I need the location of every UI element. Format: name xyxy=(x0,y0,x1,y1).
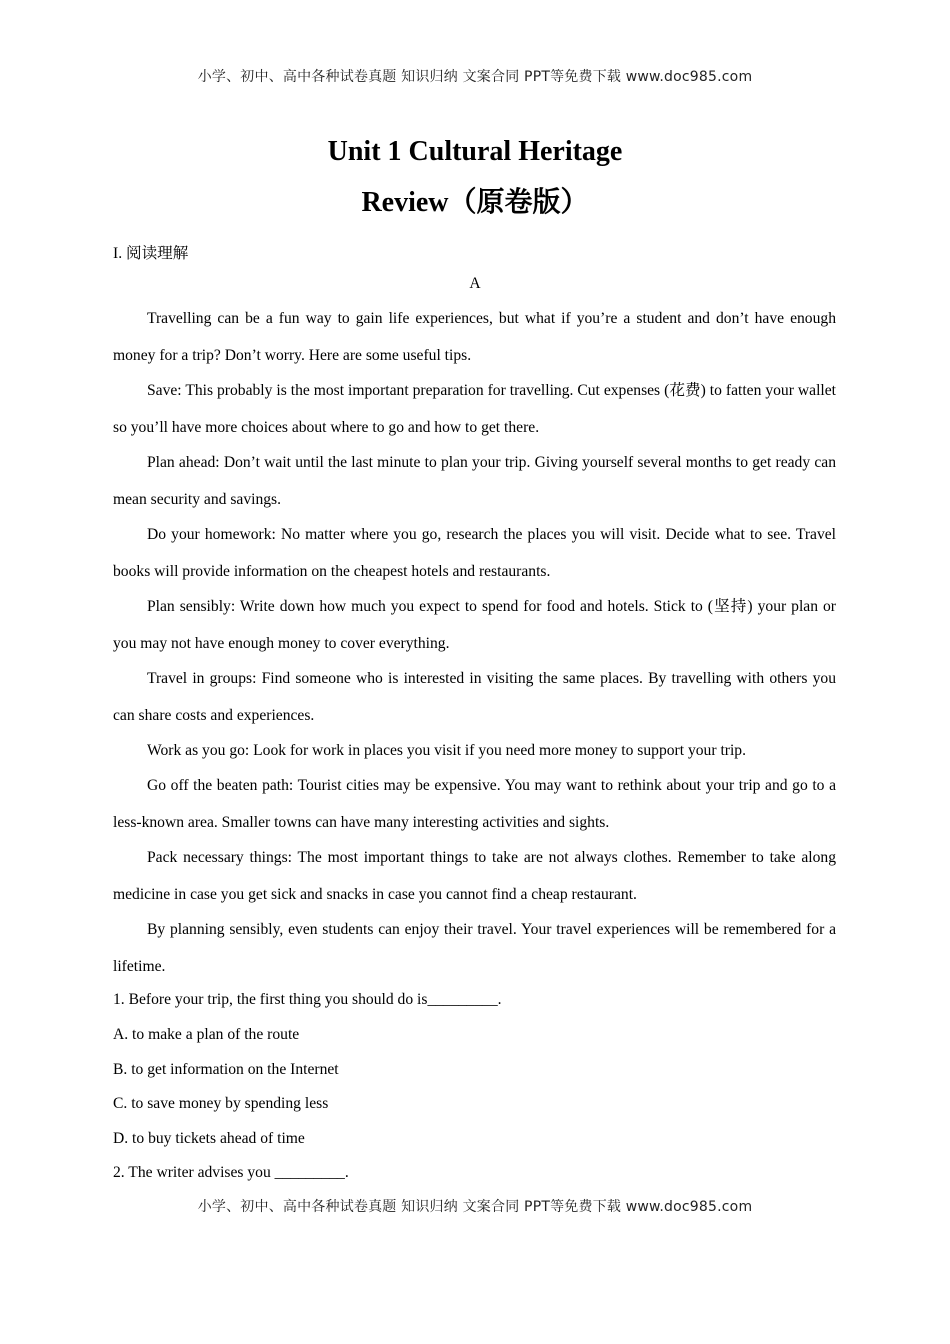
paragraph-conclusion: By planning sensibly, even students can enjoy their travel. Your travel experiences will be remembered for a lifetime. xyxy=(113,921,836,975)
paragraph-intro: Travelling can be a fun way to gain life experiences, but what if you’re a student and don’t have enough money for a trip? Don’t worry. Here are some useful tips. xyxy=(113,310,836,364)
footer-banner[interactable]: 小学、初中、高中各种试卷真题 知识归纳 文案合同 PPT等免费下载 www.doc985.com xyxy=(197,1199,753,1215)
section-heading: I. 阅读理解 xyxy=(113,245,189,262)
question-2-stem: 2. The writer advises you _________. xyxy=(113,1164,349,1181)
paragraph-beaten-path: Go off the beaten path: Tourist cities may be expensive. You may want to rethink about your trip and go to a less-known area. Smaller towns can have many interesting activities and sights. xyxy=(113,777,836,831)
paragraph-pack: Pack necessary things: The most important things to take are not always clothes. Remember to take along medicine in case you get sick and snacks in case you cannot find a cheap restaurant. xyxy=(113,849,836,903)
question-1-stem: 1. Before your trip, the first thing you should do is_________. xyxy=(113,991,502,1008)
paragraph-homework: Do your homework: No matter where you go, research the places you will visit. Decide what to see. Travel books will provide information on the cheapest hotels and restaurants. xyxy=(113,526,836,580)
question-1-option-d: D. to buy tickets ahead of time xyxy=(113,1130,305,1147)
page-title: Unit 1 Cultural Heritage xyxy=(327,136,623,167)
page-subtitle: Review（原卷版） xyxy=(361,187,589,218)
question-1-option-c: C. to save money by spending less xyxy=(113,1095,329,1112)
passage-letter: A xyxy=(469,275,481,292)
paragraph-plan-ahead: Plan ahead: Don’t wait until the last minute to plan your trip. Giving yourself several months to get ready can mean security and savings. xyxy=(113,454,836,508)
question-1-option-a: A. to make a plan of the route xyxy=(113,1026,300,1043)
paragraph-travel-groups: Travel in groups: Find someone who is interested in visiting the same places. By travelling with others you can share costs and experiences. xyxy=(113,670,836,724)
question-1-option-b: B. to get information on the Internet xyxy=(113,1061,339,1078)
paragraph-save: Save: This probably is the most important preparation for travelling. Cut expenses (花费) to fatten your wallet so you’ll have more choices about where to go and how to get there. xyxy=(113,382,836,436)
paragraph-plan-sensibly: Plan sensibly: Write down how much you expect to spend for food and hotels. Stick to (坚持) your plan or you may not have enough money to cover everything. xyxy=(113,598,836,652)
paragraph-work: Work as you go: Look for work in places you visit if you need more money to support your trip. xyxy=(147,742,747,759)
header-banner[interactable]: 小学、初中、高中各种试卷真题 知识归纳 文案合同 PPT等免费下载 www.doc985.com xyxy=(197,69,753,85)
